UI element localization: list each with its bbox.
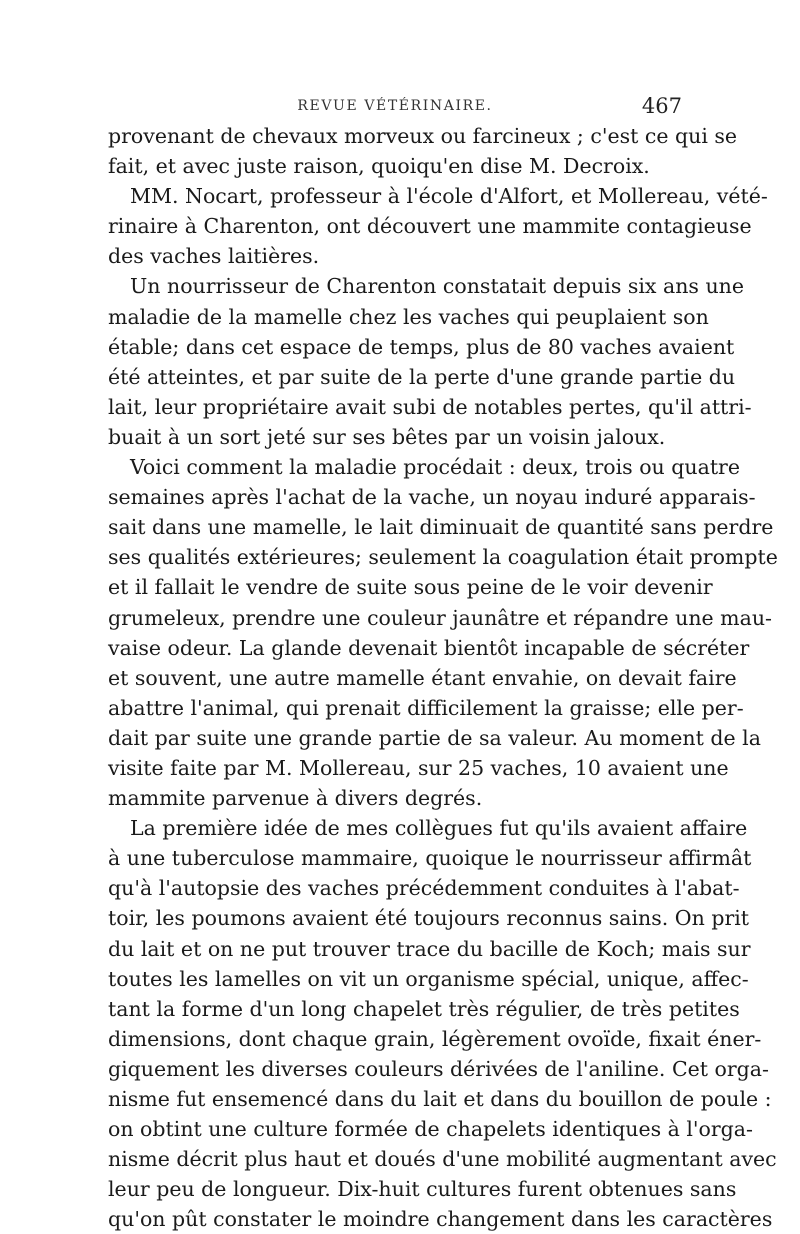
text-line: mammite parvenue à divers degrés. <box>108 786 483 811</box>
text-line: abattre l'animal, qui prenait difficilement la graisse; elle per- <box>108 695 744 720</box>
page-number: 467 <box>641 94 682 118</box>
text-line: toutes les lamelles on vit un organisme spécial, unique, affec- <box>108 966 749 991</box>
text-line: Un nourrisseur de Charenton constatait depuis six ans une <box>130 274 745 299</box>
text-line: provenant de chevaux morveux ou farcineux ; c'est ce qui se <box>108 124 738 148</box>
text-line: Voici comment la maladie procédait : deux, trois ou quatre <box>130 455 740 480</box>
text-line: fait, et avec juste raison, quoiqu'en dise M. Decroix. <box>108 154 650 179</box>
text-line: nisme fut ensemencé dans du lait et dans du bouillon de poule : <box>108 1087 772 1111</box>
text-line: sait dans une mamelle, le lait diminuait de quantité sans perdre <box>108 515 774 540</box>
text-line: et il fallait le vendre de suite sous peine de le voir devenir <box>108 575 713 600</box>
text-line: été atteintes, et par suite de la perte d'une grande partie du <box>108 364 736 389</box>
text-line: MM. Nocart, professeur à l'école d'Alfort, et Mollereau, vété- <box>130 184 768 209</box>
text-line: à une tuberculose mammaire, quoique le nourrisseur affirmât <box>108 846 752 871</box>
page-header <box>108 96 682 122</box>
text-line: leur peu de longueur. Dix-huit cultures furent obtenues sans <box>108 1177 737 1202</box>
text-line: qu'on pût constater le moindre changement dans les caractères <box>108 1207 773 1232</box>
text-line: dait par suite une grande partie de sa valeur. Au moment de la <box>108 725 761 750</box>
text-line: dimensions, dont chaque grain, légèrement ovoïde, fixait éner- <box>108 1026 762 1051</box>
text-line: maladie de la mamelle chez les vaches qui peuplaient son <box>108 304 709 329</box>
text-line: La première idée de mes collègues fut qu'ils avaient affaire <box>130 816 748 841</box>
text-line: toir, les poumons avaient été toujours reconnus sains. On prit <box>108 906 750 931</box>
text-line: tant la forme d'un long chapelet très régulier, de très petites <box>108 996 740 1021</box>
text-line: des vaches laitières. <box>108 244 320 269</box>
text-line: nisme décrit plus haut et doués d'une mobilité augmentant avec <box>108 1147 777 1172</box>
running-title: REVUE VÉTÉRINAIRE. <box>297 98 493 114</box>
text-line: rinaire à Charenton, ont découvert une mammite contagieuse <box>108 214 752 239</box>
text-line: qu'à l'autopsie des vaches précédemment conduites à l'abat- <box>108 876 740 901</box>
text-line: on obtint une culture formée de chapelets identiques à l'orga- <box>108 1117 753 1142</box>
text-line: buait à un sort jeté sur ses bêtes par un voisin jaloux. <box>108 424 666 449</box>
text-line: ses qualités extérieures; seulement la coagulation était prompte <box>108 545 778 570</box>
text-line: vaise odeur. La glande devenait bientôt incapable de sécréter <box>108 635 750 660</box>
text-line: grumeleux, prendre une couleur jaunâtre et répandre une mau- <box>108 605 772 630</box>
text-line: semaines après l'achat de la vache, un noyau induré apparais- <box>108 485 756 510</box>
text-line: lait, leur propriétaire avait subi de notables pertes, qu'il attri- <box>108 394 752 419</box>
text-line: visite faite par M. Mollereau, sur 25 vaches, 10 avaient une <box>108 755 729 780</box>
text-line: giquement les diverses couleurs dérivées de l'aniline. Cet orga- <box>108 1056 769 1081</box>
text-line: et souvent, une autre mamelle étant envahie, on devait faire <box>108 665 737 690</box>
body-text <box>108 121 778 1234</box>
text-line: du lait et on ne put trouver trace du bacille de Koch; mais sur <box>108 936 751 961</box>
text-line: étable; dans cet espace de temps, plus de 80 vaches avaient <box>108 334 735 359</box>
